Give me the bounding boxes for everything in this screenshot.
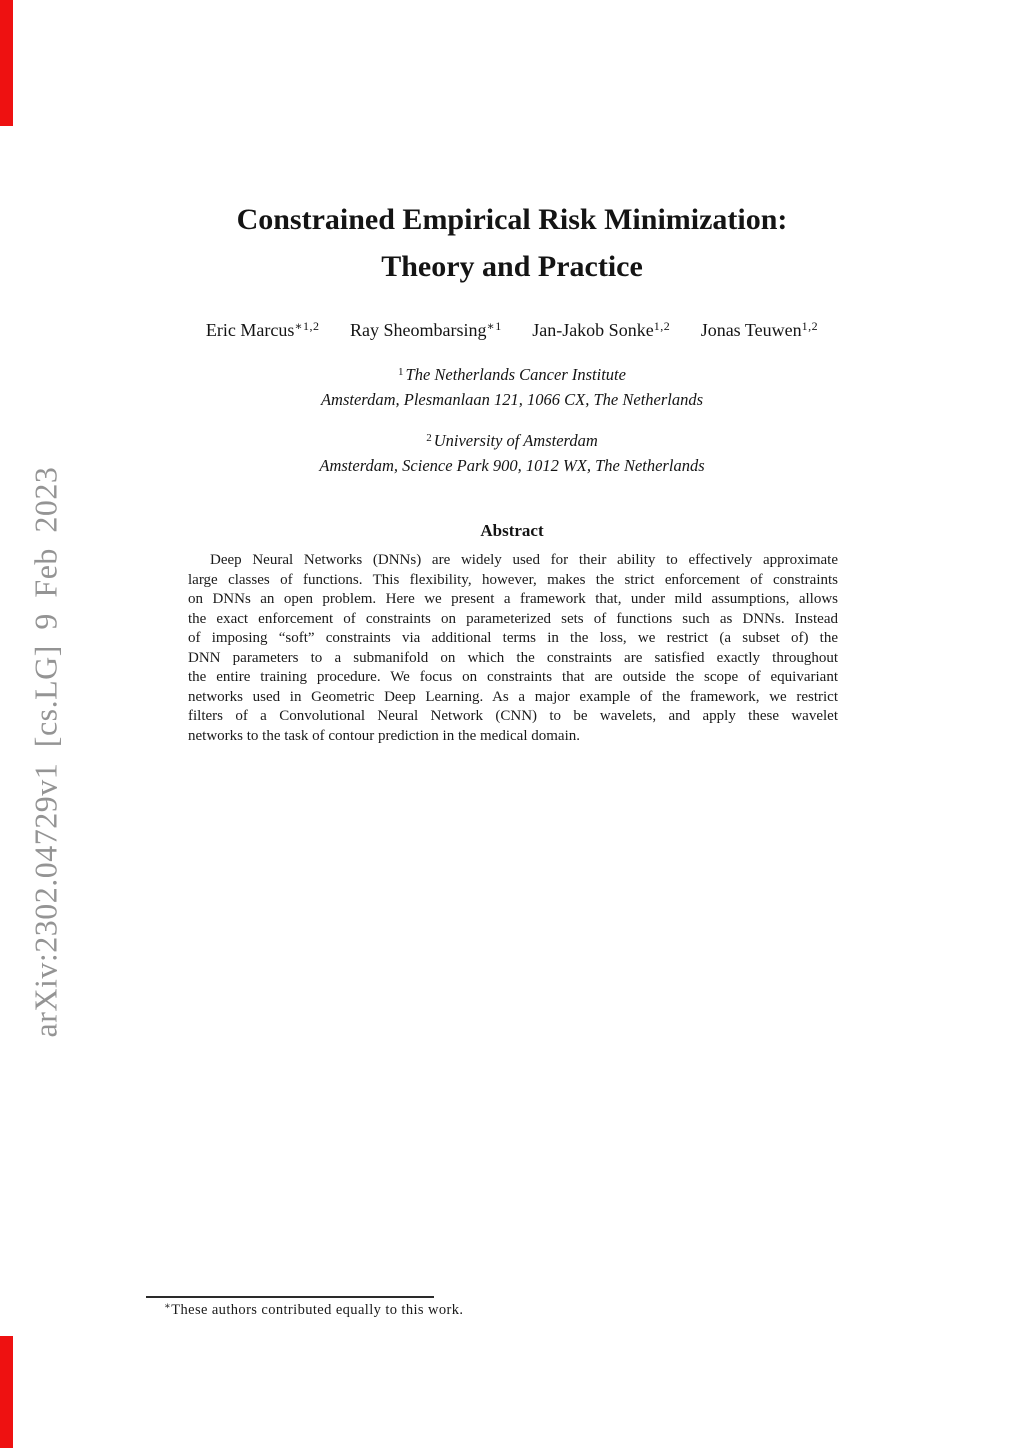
affiliation-2-name-line xyxy=(0,428,1024,453)
abstract-line: the exact enforcement of constraints on parameterized sets of functions such as DNNs. Instead xyxy=(188,610,838,627)
affiliation-2-address: Amsterdam, Science Park 900, 1012 WX, The Netherlands xyxy=(319,456,705,475)
affiliation-1-name: The Netherlands Cancer Institute xyxy=(405,365,626,384)
abstract-heading: Abstract xyxy=(480,521,544,540)
red-edge-marker-bottom xyxy=(0,1336,13,1448)
paper-title-line1: Constrained Empirical Risk Minimization: xyxy=(236,203,788,236)
arxiv-stamp: arXiv:2302.04729v1 [cs.LG] 9 Feb 2023 xyxy=(27,466,64,1038)
abstract-line: on DNNs an open problem. Here we present a framework that, under mild assumptions, allows xyxy=(188,591,838,607)
author-superscript: 1,2 xyxy=(653,319,671,333)
affiliation-2-superscript: 2 xyxy=(426,432,432,444)
affiliation-1 xyxy=(0,362,1024,412)
affiliation-1-address: Amsterdam, Plesmanlaan 121, 1066 CX, The Netherlands xyxy=(320,390,704,409)
affiliation-2 xyxy=(0,428,1024,478)
affiliation-1-name-line xyxy=(0,362,1024,387)
author xyxy=(206,320,320,340)
affiliation-1-superscript: 1 xyxy=(398,366,404,378)
abstract-line: DNN parameters to a submanifold on which the constraints are satisfied exactly throughout xyxy=(188,649,838,666)
affiliation-2-name: University of Amsterdam xyxy=(433,431,598,450)
author xyxy=(532,320,670,340)
author-superscript: ∗1,2 xyxy=(294,319,320,333)
abstract-line: of imposing “soft” constraints via additional terms in the loss, we restrict (a subset of) the xyxy=(188,630,838,646)
footnote xyxy=(146,1302,646,1319)
abstract-line: large classes of functions. This flexibility, however, makes the strict enforcement of constraints xyxy=(188,571,838,588)
author xyxy=(350,320,502,340)
footnote-text: These authors contributed equally to this work. xyxy=(171,1302,464,1318)
author-name: Ray Sheombarsing xyxy=(350,320,487,340)
author-superscript: 1,2 xyxy=(801,319,819,333)
paper-title-line2: Theory and Practice xyxy=(381,250,643,283)
abstract-paragraph xyxy=(188,551,838,746)
abstract-line: networks used in Geometric Deep Learning. As a major example of the framework, we restrict xyxy=(188,688,838,705)
author-name: Jan-Jakob Sonke xyxy=(532,320,654,340)
abstract-line: Deep Neural Networks (DNNs) are widely used for their ability to effectively approximate xyxy=(210,552,838,568)
paper-title xyxy=(0,196,1024,290)
author-name: Eric Marcus xyxy=(205,320,295,340)
footnote-marker: ∗ xyxy=(164,1301,172,1312)
author xyxy=(701,320,818,340)
author-superscript: ∗1 xyxy=(486,319,502,333)
abstract-line: networks to the task of contour prediction in the medical domain. xyxy=(188,727,580,744)
abstract-line: filters of a Convolutional Neural Network (CNN) to be wavelets, and apply these wavelet xyxy=(188,708,838,724)
footnote-rule xyxy=(146,1296,434,1298)
author-name: Jonas Teuwen xyxy=(700,320,802,340)
author-list xyxy=(0,320,1024,341)
abstract-line: the entire training procedure. We focus on constraints that are outside the scope of equivariant xyxy=(188,669,838,685)
red-edge-marker-top xyxy=(0,0,13,126)
